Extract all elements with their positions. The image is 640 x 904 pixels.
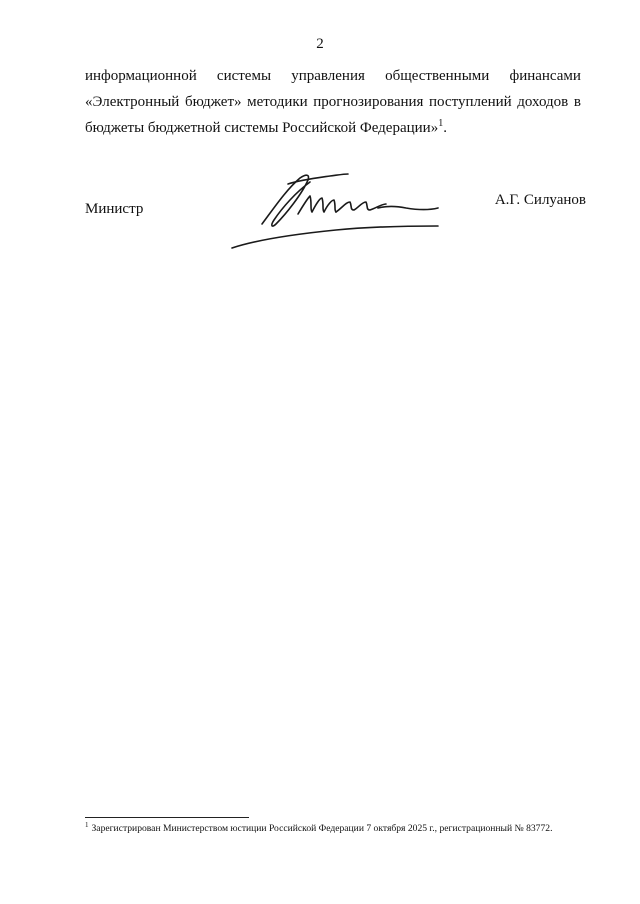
word: методики <box>247 94 308 110</box>
word: доходов <box>517 94 569 110</box>
signature-block <box>0 0 640 260</box>
footnote-divider <box>85 817 249 818</box>
signer-name: А.Г. Силуанов <box>494 192 586 208</box>
word: управления <box>291 68 365 84</box>
word: финансами <box>509 68 581 84</box>
footnote-text: Зарегистрирован Министерством юстиции Российской Федерации 7 октября 2025 г., регистрационный № 83772. <box>91 823 553 834</box>
footnote-reference[interactable]: 1 <box>438 118 444 129</box>
word: «Электронный <box>85 94 180 110</box>
signer-role: Министр <box>85 201 144 217</box>
word: прогнозирования <box>313 94 424 110</box>
word: общественными <box>385 68 490 84</box>
line-3-text: бюджеты бюджетной системы Российской Федерации» <box>85 120 439 136</box>
word: бюджет» <box>184 94 242 110</box>
word: системы <box>216 68 272 84</box>
word: информационной <box>85 68 197 84</box>
footnote <box>85 822 601 836</box>
handwritten-signature <box>226 168 446 254</box>
line-3-end: . <box>443 120 447 136</box>
page-number: 2 <box>316 36 324 52</box>
footnote-mark: 1 <box>85 820 89 829</box>
word: поступлений <box>429 94 512 110</box>
word: в <box>573 94 581 110</box>
